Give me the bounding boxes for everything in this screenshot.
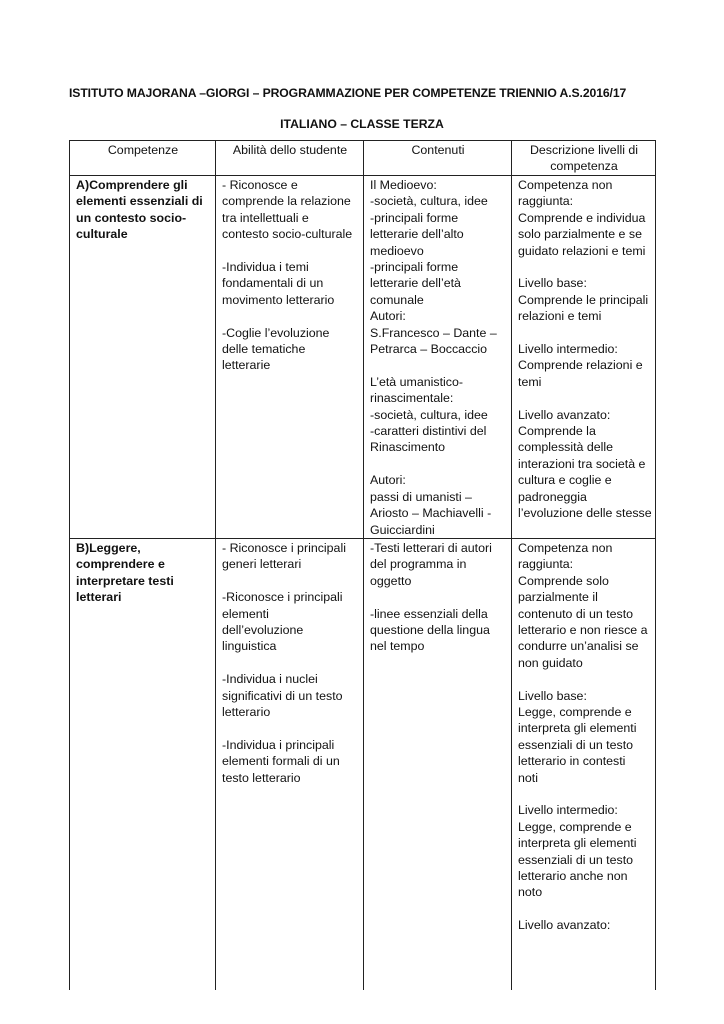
cell-line: Il Medioevo:: [370, 178, 437, 192]
cell-line: [222, 655, 358, 671]
document-subtitle: ITALIANO – CLASSE TERZA: [280, 117, 444, 131]
cell-line: comprende la relazione: [222, 194, 351, 209]
cell-line: [518, 671, 650, 687]
cell-line: letterario anche non: [518, 869, 628, 883]
cell-line: -principali forme: [370, 260, 459, 275]
column-header-abilita: Abilità dello studente: [216, 141, 364, 176]
cell-line: letterarie dell’alto: [370, 227, 464, 242]
cell-line: letterarie: [222, 358, 271, 373]
cell-line: l’evoluzione delle stesse: [518, 506, 652, 521]
cell-line: interpreta gli elementi: [518, 721, 637, 736]
cell-line: interazioni tra società e: [518, 456, 646, 471]
table-row: [70, 176, 656, 539]
cell-line: [518, 325, 650, 341]
cell-line: tra intellettuali e: [222, 210, 309, 225]
cell-line: solo parzialmente e se: [518, 227, 642, 242]
cell-line: L’età umanistico-: [370, 374, 463, 389]
cell-line: del programma in: [370, 557, 467, 572]
cell-line: Comprende le principali: [518, 292, 649, 307]
cell-line: [518, 901, 650, 917]
cell-line: noto: [518, 885, 543, 900]
cell-line: -linee essenziali della: [370, 606, 488, 621]
cell-line: [370, 456, 506, 472]
cell-line: Livello intermedio:: [518, 803, 618, 818]
cell-line: - Riconosce i principali: [222, 540, 346, 555]
contenuti-cell: [364, 176, 512, 539]
cell-line: Livello intermedio:: [518, 342, 618, 357]
cell-line: letterarie dell’età: [370, 276, 461, 291]
table-header-row: [70, 141, 656, 176]
column-header-competenze: Competenze: [70, 141, 216, 176]
cell-line: [222, 308, 358, 324]
cell-line: -Individua i nuclei: [222, 672, 318, 687]
cell-line: [370, 589, 506, 605]
cell-line: letterario: [222, 704, 271, 719]
cell-line: Livello avanzato:: [518, 918, 611, 933]
column-header-livelli: Descrizione livelli di competenza: [512, 141, 656, 176]
cell-line: Autori:: [370, 309, 406, 324]
livelli-cell: [512, 538, 656, 990]
abilita-cell: [216, 176, 364, 539]
cell-line: -Testi letterari di autori: [370, 540, 492, 555]
cell-line: linguistica: [222, 639, 277, 654]
cell-line: oggetto: [370, 573, 412, 588]
cell-line: elementi formali di un: [222, 754, 340, 769]
cell-line: nel tempo: [370, 639, 425, 654]
cell-line: S.Francesco – Dante –: [370, 325, 497, 340]
column-header-contenuti: Contenuti: [364, 141, 512, 176]
cell-line: questione della lingua: [370, 622, 490, 637]
cell-line: [518, 259, 650, 275]
cell-line: letterario in contesti: [518, 754, 626, 769]
cell-line: temi: [518, 374, 542, 389]
cell-line: padroneggia: [518, 489, 587, 504]
cell-line: un contesto socio-: [76, 210, 187, 225]
cell-line: Livello base:: [518, 688, 587, 703]
cell-line: medioevo: [370, 243, 424, 258]
cell-line: non guidato: [518, 655, 583, 670]
cell-line: Comprende e individua: [518, 210, 646, 225]
table-row: [70, 538, 656, 990]
cell-line: - Riconosce e: [222, 178, 298, 192]
cell-line: Legge, comprende e: [518, 819, 632, 834]
cell-line: comprendere e: [76, 557, 165, 572]
cell-line: Competenza non: [518, 178, 613, 192]
cell-line: -Individua i principali: [222, 737, 335, 752]
cell-line: relazioni e temi: [518, 309, 602, 324]
cell-line: contenuto di un testo: [518, 606, 634, 621]
cell-line: letterari: [76, 590, 122, 605]
cell-line: noti: [518, 770, 538, 785]
cell-line: raggiunta:: [518, 194, 574, 209]
cell-line: Guicciardini: [370, 522, 435, 537]
abilita-cell: [216, 538, 364, 990]
cell-line: Rinascimento: [370, 440, 446, 455]
cell-line: -società, cultura, idee: [370, 407, 488, 422]
cell-line: Comprende relazioni e: [518, 358, 643, 373]
cell-line: condurre un’analisi se: [518, 639, 639, 654]
cell-line: parzialmente il: [518, 590, 598, 605]
cell-line: Ariosto – Machiavelli -: [370, 506, 492, 521]
livelli-cell: [512, 176, 656, 539]
cell-line: raggiunta:: [518, 557, 574, 572]
cell-line: rinascimentale:: [370, 391, 454, 406]
cell-line: interpretare testi: [76, 573, 174, 588]
cell-line: elementi essenziali di: [76, 194, 203, 209]
cell-line: [518, 786, 650, 802]
cell-line: significativi di un testo: [222, 688, 343, 703]
cell-line: Competenza non: [518, 540, 613, 555]
cell-line: -società, cultura, idee: [370, 194, 488, 209]
cell-line: dell’evoluzione: [222, 622, 304, 637]
cell-line: guidato relazioni e temi: [518, 243, 646, 258]
cell-line: [222, 720, 358, 736]
cell-line: letterario e non riesce a: [518, 622, 648, 637]
document-title: ISTITUTO MAJORANA –GIORGI – PROGRAMMAZIONE PER COMPETENZE TRIENNIO A.S.2016/17: [69, 86, 627, 100]
cell-line: Livello avanzato:: [518, 407, 611, 422]
cell-line: A)Comprendere gli: [76, 178, 188, 192]
cell-line: Petrarca – Boccaccio: [370, 342, 488, 357]
cell-line: Livello base:: [518, 276, 587, 291]
cell-line: essenziali di un testo: [518, 852, 634, 867]
cell-line: culturale: [76, 227, 128, 242]
competence-table: [69, 140, 656, 990]
cell-line: Comprende solo: [518, 573, 609, 588]
cell-line: [222, 243, 358, 259]
cell-line: -caratteri distintivi del: [370, 424, 487, 439]
cell-line: [222, 573, 358, 589]
cell-line: Comprende la: [518, 424, 596, 439]
cell-line: [518, 390, 650, 406]
contenuti-cell: [364, 538, 512, 990]
cell-line: delle tematiche: [222, 342, 306, 357]
cell-line: complessità delle: [518, 440, 614, 455]
competenza-cell: [70, 538, 216, 990]
cell-line: essenziali di un testo: [518, 737, 634, 752]
cell-line: B)Leggere,: [76, 540, 141, 555]
cell-line: passi di umanisti –: [370, 489, 472, 504]
cell-line: comunale: [370, 292, 424, 307]
cell-line: Autori:: [370, 473, 406, 488]
cell-line: Legge, comprende e: [518, 704, 632, 719]
cell-line: cultura e coglie e: [518, 473, 612, 488]
cell-line: [370, 357, 506, 373]
cell-line: -principali forme: [370, 210, 459, 225]
cell-line: -Coglie l’evoluzione: [222, 325, 330, 340]
cell-line: interpreta gli elementi: [518, 836, 637, 851]
cell-line: -Individua i temi: [222, 260, 309, 275]
cell-line: -Riconosce i principali: [222, 590, 343, 605]
cell-line: fondamentali di un: [222, 276, 324, 291]
cell-line: generi letterari: [222, 557, 302, 572]
cell-line: movimento letterario: [222, 292, 335, 307]
cell-line: elementi: [222, 606, 269, 621]
cell-line: contesto socio-culturale: [222, 227, 353, 242]
cell-line: testo letterario: [222, 770, 301, 785]
competenza-cell: [70, 176, 216, 539]
